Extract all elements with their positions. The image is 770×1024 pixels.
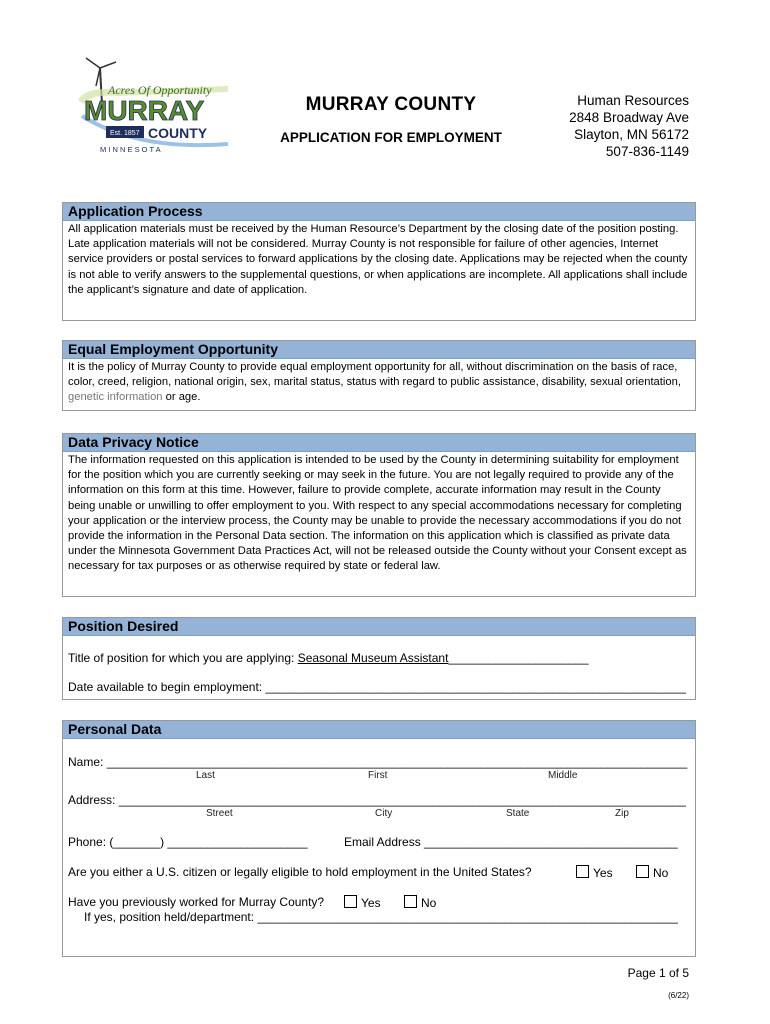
- section-data-privacy: [62, 433, 696, 597]
- position-title-row: [68, 651, 589, 665]
- section-heading: Application Process: [63, 203, 695, 221]
- section-heading: Data Privacy Notice: [63, 434, 695, 452]
- citizen-no-checkbox[interactable]: [636, 865, 649, 878]
- name-row: [68, 755, 687, 769]
- worked-yes-label: Yes: [361, 896, 381, 910]
- position-held-row: [84, 910, 678, 924]
- section-application-process: [62, 202, 696, 321]
- worked-no-option[interactable]: [404, 895, 436, 910]
- eeo-text-gray: genetic information: [68, 391, 163, 404]
- worked-yes-checkbox[interactable]: [344, 895, 357, 908]
- address-row: [68, 793, 686, 807]
- section-heading: Position Desired: [63, 618, 695, 636]
- phone-field[interactable]: Phone: (_______) _____________________: [68, 835, 308, 849]
- address-state-label: State: [506, 808, 530, 819]
- citizen-question: Are you either a U.S. citizen or legally eligible to hold employment in the United States?: [68, 865, 532, 879]
- hr-street: 2848 Broadway Ave: [569, 110, 689, 125]
- name-label: Name:: [68, 755, 107, 769]
- section-position-desired: [62, 617, 696, 700]
- address-city-label: City: [375, 808, 393, 819]
- name-field[interactable]: _______________________________________________________________________________________: [106, 755, 688, 769]
- hr-phone: 507-836-1149: [605, 144, 689, 159]
- section-personal-data: [62, 720, 696, 957]
- eeo-text: It is the policy of Murray County to provide equal employment opportunity for all, without discrimination on the basis of race, color, creed, religion, national origin, sex, marital status, status with regard to public assistance, disability, sexual orientation,: [68, 361, 681, 389]
- name-first-label: First: [368, 770, 388, 781]
- hr-address-block: [569, 92, 689, 160]
- name-middle-label: Middle: [548, 770, 578, 781]
- worked-yes-option[interactable]: [344, 895, 381, 910]
- worked-question: Have you previously worked for Murray County?: [68, 895, 325, 909]
- address-label: Address:: [68, 793, 119, 807]
- hr-dept: Human Resources: [577, 93, 689, 108]
- address-street-label: Street: [206, 808, 233, 819]
- citizen-no-option[interactable]: [636, 865, 668, 880]
- position-held-field[interactable]: _______________________________________________________________: [257, 910, 678, 924]
- name-last-label: Last: [196, 770, 215, 781]
- citizen-yes-checkbox[interactable]: [576, 865, 589, 878]
- section-heading: Equal Employment Opportunity: [63, 341, 695, 359]
- section-heading: Personal Data: [63, 721, 695, 739]
- page-subtitle: APPLICATION FOR EMPLOYMENT: [280, 130, 502, 145]
- worked-no-label: No: [421, 896, 437, 910]
- murray-county-logo: [78, 56, 236, 156]
- revision-date: (6/22): [668, 991, 689, 1000]
- logo-name-line1: MURRAY: [84, 95, 205, 126]
- position-title-field[interactable]: Seasonal Museum Assistant: [297, 651, 449, 665]
- citizen-yes-label: Yes: [593, 866, 613, 880]
- address-field[interactable]: _____________________________________________________________________________________: [118, 793, 686, 807]
- section-body: The information requested on this application is intended to be used by the County in determining suitability for employment for the position which you are currently seeking or may seek in the future. You are not legally required to provide any of the information on this form at this time. However, failure to provide complete, accurate information may result in the County being unable or unwilling to offer employment to you. With respect to any special accommodations necessary for completing your application or the interview process, the County may be unable to provide the necessary accommodations if you do not provide the information in the Personal Data section. The information on this application which is classified as private data under the Minnesota Government Data Practices Act, will not be released outside the County without your Consent except as necessary for tax purposes or as otherwise required by state or federal law.: [68, 454, 687, 573]
- section-body: All application materials must be received by the Human Resource’s Department by the closing date of the position posting. Late application materials will not be considered. Murray County is not responsible for failure of other agencies, Internet service providers or postal services to forward applications by the closing date. Applications may be rejected when the county is not able to verify answers to the supplemental questions, or when applications are incomplete. All applications shall include the applicant’s signature and date of application.: [68, 223, 688, 296]
- section-body: [68, 360, 690, 406]
- eeo-text-end: or age.: [162, 391, 201, 404]
- page-number: Page 1 of 5: [627, 966, 689, 980]
- section-equal-employment: [62, 340, 696, 411]
- logo-tagline: Acres Of Opportunity: [108, 83, 212, 97]
- address-zip-label: Zip: [615, 808, 629, 819]
- position-held-label: If yes, position held/department:: [84, 910, 258, 924]
- worked-no-checkbox[interactable]: [404, 895, 417, 908]
- logo-est: Est. 1857: [110, 130, 140, 137]
- position-title-blank: _____________________: [448, 651, 589, 665]
- citizen-yes-option[interactable]: [576, 865, 613, 880]
- position-title-label: Title of position for which you are applying:: [68, 651, 298, 665]
- hr-city: Slayton, MN 56172: [574, 127, 689, 142]
- date-available-label: Date available to begin employment:: [68, 680, 266, 694]
- page-title: MURRAY COUNTY: [305, 94, 477, 115]
- date-available-field[interactable]: _______________________________________________________________: [265, 680, 686, 694]
- logo-state: M I N N E S O T A: [100, 145, 161, 154]
- citizen-no-label: No: [653, 866, 669, 880]
- logo-name-line2: COUNTY: [148, 125, 208, 141]
- email-field[interactable]: Email Address ______________________________________: [344, 835, 678, 849]
- date-available-row: [68, 680, 686, 694]
